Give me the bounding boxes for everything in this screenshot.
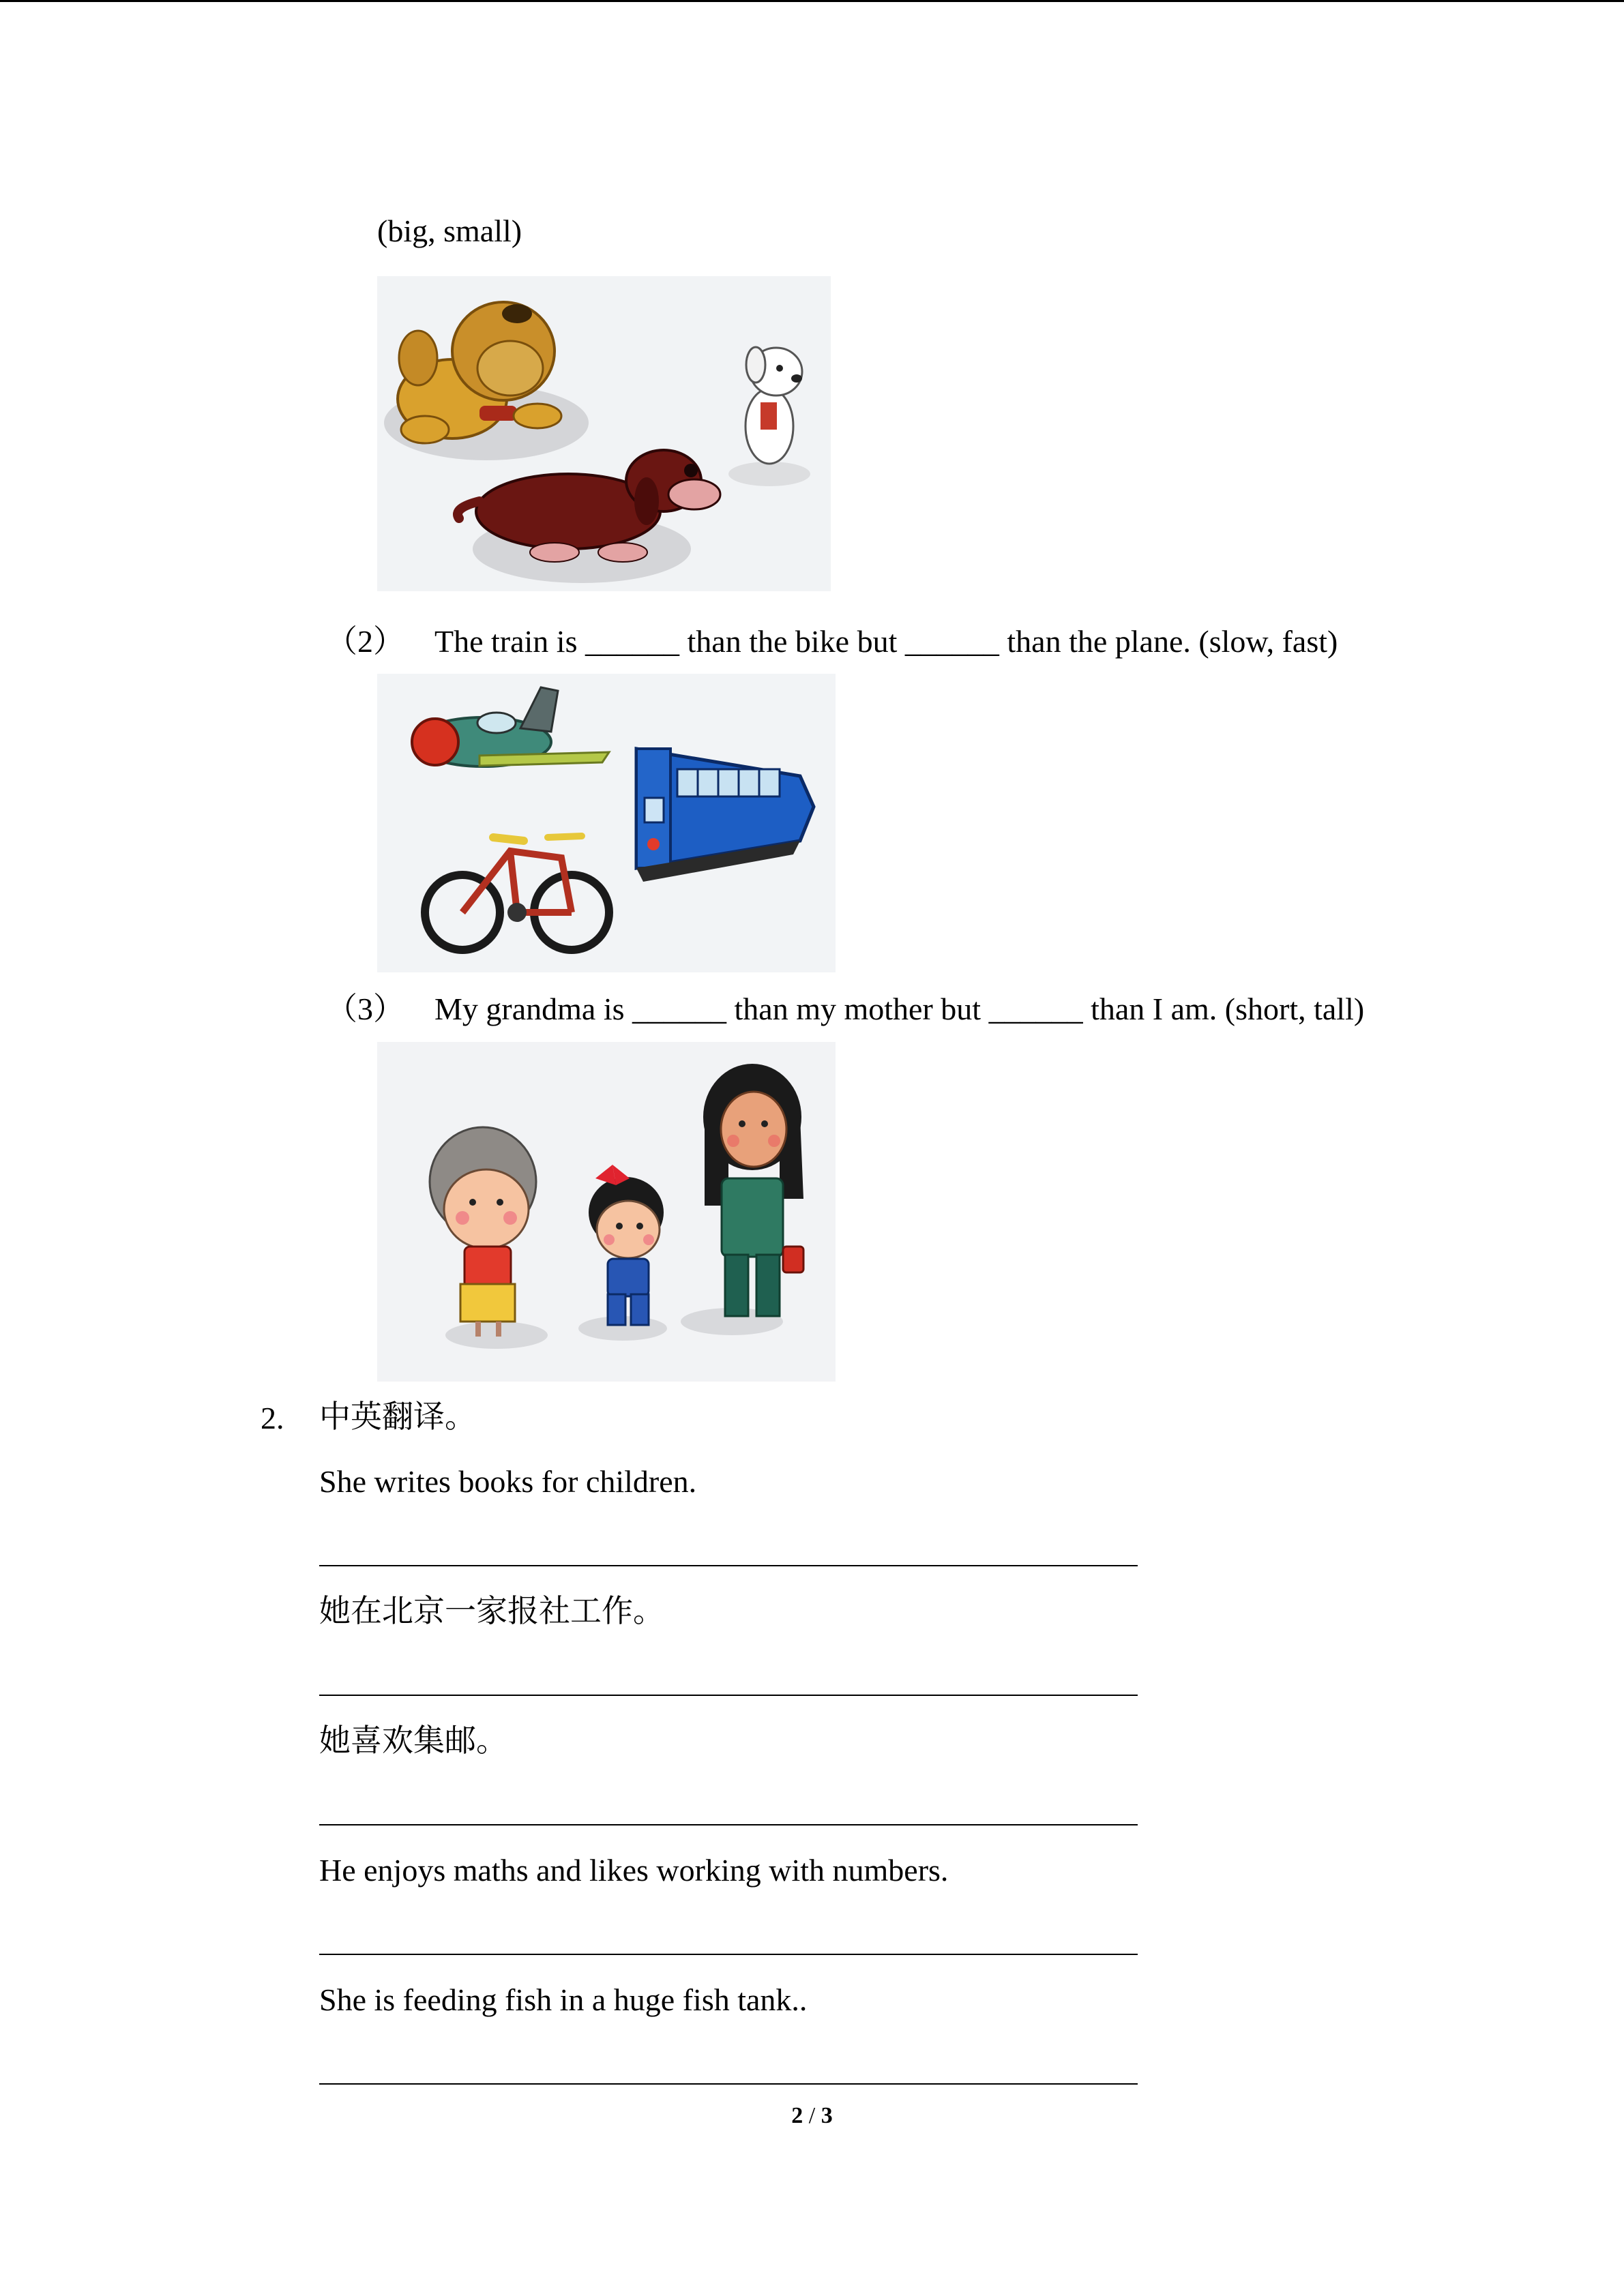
q2-number: 2. [261, 1401, 284, 1435]
page-total: 3 [821, 2103, 833, 2128]
q1-item-sentence-3: My grandma is ______ than my mother but ______ than I am. (short, tall) [434, 992, 1365, 1026]
q1-item-number-3: （3） [326, 992, 404, 1026]
q2-title: 中英翻译。 [319, 1399, 476, 1434]
dogs-illustration [377, 276, 831, 591]
answer-line-5[interactable] [319, 2083, 1138, 2085]
answer-line-3[interactable] [319, 1824, 1138, 1825]
people-illustration [377, 1042, 836, 1382]
q1-hint: (big, small) [377, 213, 522, 248]
answer-line-4[interactable] [319, 1954, 1138, 1955]
vehicles-illustration [377, 674, 836, 972]
q2-item-3: 她喜欢集邮。 [319, 1723, 507, 1758]
answer-line-1[interactable] [319, 1565, 1138, 1566]
page-separator: / [808, 2103, 816, 2128]
q2-item-2: 她在北京一家报社工作。 [319, 1594, 664, 1628]
q1-item-number-2: （2） [326, 624, 404, 659]
q2-item-1: She writes books for children. [319, 1464, 697, 1499]
q2-item-5: She is feeding fish in a huge fish tank.. [319, 1982, 808, 2017]
top-border [0, 0, 1624, 2]
q1-item-sentence-2: The train is ______ than the bike but ______ than the plane. (slow, fast) [434, 624, 1338, 659]
q2-item-4: He enjoys maths and likes working with numbers. [319, 1853, 949, 1888]
page-number [0, 2103, 1624, 2129]
answer-line-2[interactable] [319, 1695, 1138, 1696]
page-current: 2 [791, 2103, 803, 2128]
